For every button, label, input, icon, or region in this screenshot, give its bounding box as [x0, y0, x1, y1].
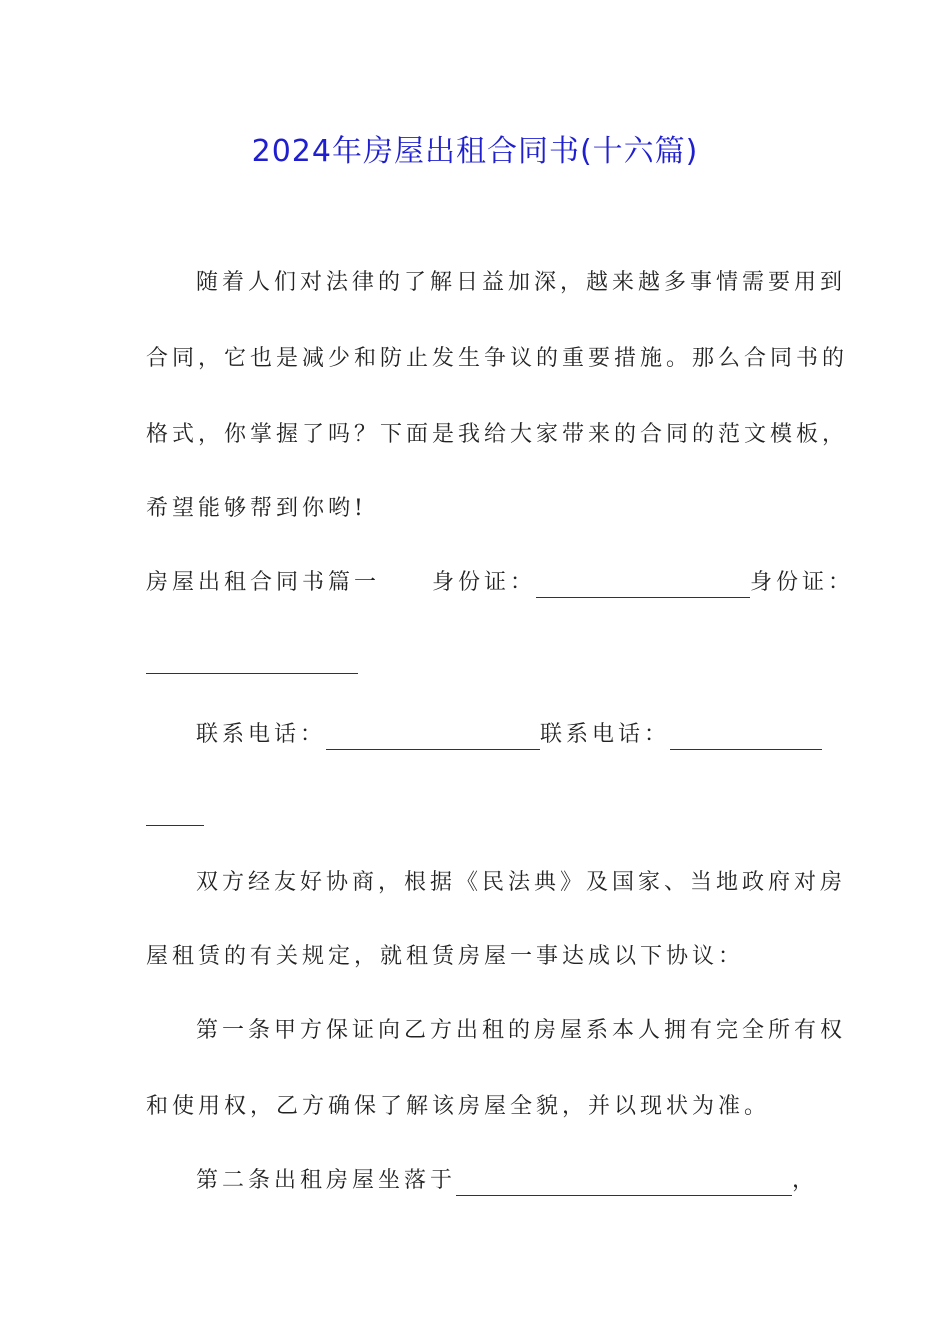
id-label-1: 身份证： [432, 570, 537, 595]
id-blank-2-row [146, 644, 358, 674]
id-blank-2[interactable] [146, 651, 358, 674]
phone-blank-3-row [146, 796, 204, 826]
intro-line-1: 随着人们对法律的了解日益加深，越来越多事情需要用到 [196, 270, 847, 295]
phone-blank-3[interactable] [146, 803, 204, 826]
id-label-2: 身份证： [750, 570, 855, 595]
id-blank-1[interactable] [536, 575, 750, 598]
agreement-line-1: 双方经友好协商，根据《民法典》及国家、当地政府对房 [196, 870, 847, 895]
article1-line-1: 第一条甲方保证向乙方出租的房屋系本人拥有完全所有权 [196, 1018, 847, 1043]
address-blank[interactable] [456, 1173, 792, 1196]
phone-blank-1[interactable] [326, 727, 540, 750]
article2-row [196, 1166, 818, 1196]
phone-label-1: 联系电话： [196, 722, 327, 747]
document-title: 2024年房屋出租合同书(十六篇) [251, 134, 699, 169]
intro-line-4: 希望能够帮到你哟! [146, 496, 367, 521]
intro-line-3: 格式，你掌握了吗？下面是我给大家带来的合同的范文模板， [146, 422, 849, 447]
article2-line-1-end: ， [792, 1168, 819, 1193]
section1-id-row [146, 568, 854, 598]
article1-line-2: 和使用权，乙方确保了解该房屋全貌，并以现状为准。 [146, 1094, 771, 1119]
phone-blank-2[interactable] [670, 727, 822, 750]
phone-row [196, 720, 822, 750]
intro-line-2: 合同，它也是减少和防止发生争议的重要措施。那么合同书的 [146, 346, 849, 371]
phone-label-2: 联系电话： [540, 722, 671, 747]
agreement-line-2: 屋租赁的有关规定，就租赁房屋一事达成以下协议： [146, 944, 745, 969]
article2-line-1: 第二条出租房屋坐落于 [196, 1168, 457, 1193]
section1-heading: 房屋出租合同书篇一 [146, 570, 381, 595]
